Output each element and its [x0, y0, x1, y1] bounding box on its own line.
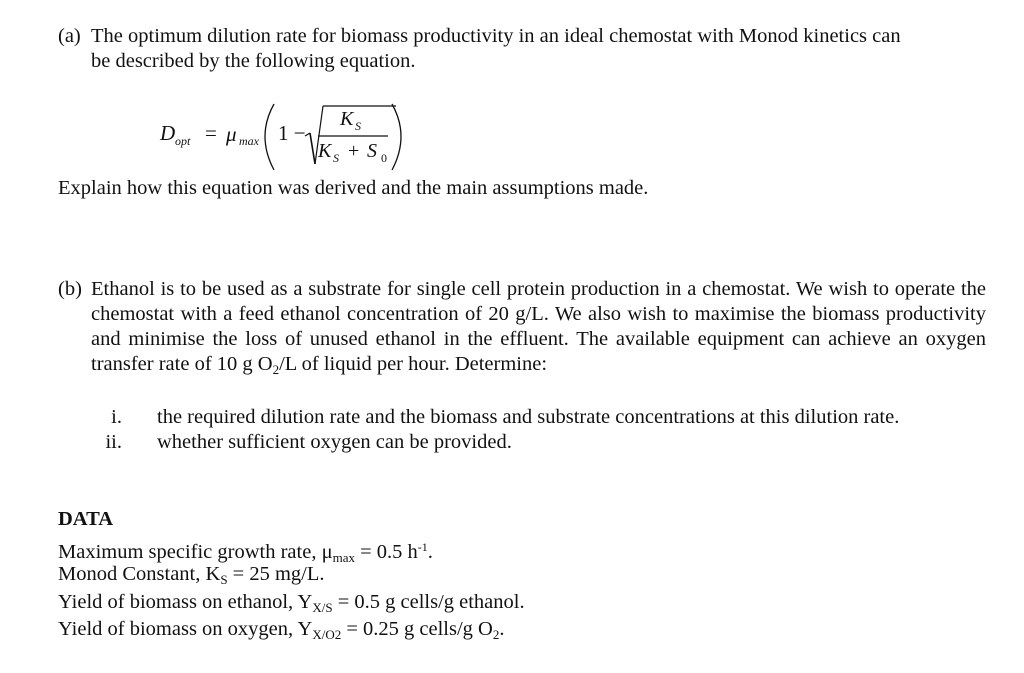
data-mu-max: Maximum specific growth rate, $\mu_{max} = 0.5$ $h^{-1}$.	[58, 540, 433, 565]
item-ii-number: ii.	[105, 431, 122, 453]
eq-den-k-sub: S	[333, 151, 339, 165]
data-yield-oxygen: Yield of biomass on oxygen, $Y_{X/O2} = 0.25$ g cells/g $O_2$.	[58, 618, 505, 642]
item-ii-text: whether sufficient oxygen can be provided.	[157, 431, 512, 453]
part-a-explain: Explain how this equation was derived and the main assumptions made.	[58, 177, 649, 199]
part-a-line1: The optimum dilution rate for biomass productivity in an ideal chemostat with Monod kinetics can	[91, 25, 901, 47]
eq-lhs-sub: opt	[175, 134, 191, 148]
part-a-line2: be described by the following equation.	[91, 50, 416, 72]
eq-mu-sub: max	[239, 134, 259, 148]
data-heading: DATA	[58, 508, 114, 530]
eq-den-k: K	[318, 140, 332, 162]
eq-equals: =	[205, 121, 217, 145]
part-b-paragraph	[91, 277, 986, 382]
part-b-marker: (b)	[58, 278, 82, 300]
item-i-number: i.	[111, 406, 122, 428]
optimum-dilution-equation	[160, 100, 420, 175]
eq-den-plus: +	[348, 140, 360, 162]
eq-mu: μ	[226, 122, 237, 146]
part-b-text: Ethanol is to be used as a substrate for single cell protein production in a chemostat. We wish to operate the chemostat with a feed ethanol concentration of 20 g/L. We also wish to maximise the biomass productivity and minimise the loss of unused ethanol in the effluent. The available equipment can achieve an oxygen transfer rate of 10 g O	[91, 278, 986, 375]
part-b-o2-sub: 2	[272, 362, 280, 377]
eq-lhs: D	[160, 121, 176, 145]
eq-den-s: S	[367, 140, 377, 162]
eq-den-s-sub: 0	[381, 151, 387, 165]
item-i-text: the required dilution rate and the biomass and substrate concentrations at this dilution rate.	[157, 406, 900, 428]
part-a-marker: (a)	[58, 25, 81, 47]
eq-one-minus: 1 −	[278, 121, 306, 145]
data-monod-constant: Monod Constant, $K_S = 25$ mg/L.	[58, 563, 325, 587]
eq-num-k: K	[340, 108, 354, 130]
eq-num-sub: S	[355, 119, 361, 133]
part-b-text-end: /L of liquid per hour. Determine:	[279, 353, 548, 375]
data-yield-ethanol: Yield of biomass on ethanol, $Y_{X/S} = 0.5$ g cells/g ethanol.	[58, 591, 525, 615]
